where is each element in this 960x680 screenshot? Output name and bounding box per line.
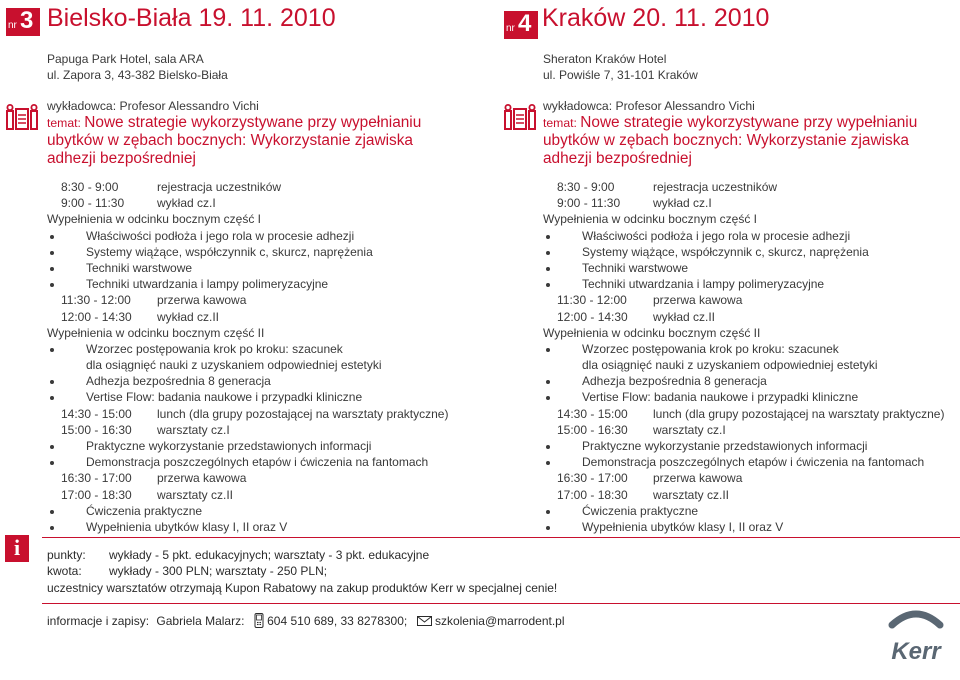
fee-label: kwota: [47, 564, 82, 578]
schedule-time: 8:30 - 9:00 [557, 180, 615, 194]
venue [47, 51, 228, 83]
event-number-badge [6, 8, 40, 36]
bullet-icon [50, 445, 54, 449]
schedule-bullet-item [47, 276, 467, 292]
points-line [47, 547, 429, 563]
bullet-text: Wypełnienia ubytków klasy I, II oraz V [86, 519, 288, 534]
schedule-event: wykład cz.I [157, 196, 216, 211]
schedule-time-row [543, 179, 960, 195]
bullet-icon [546, 396, 550, 400]
envelope-icon [417, 616, 432, 626]
schedule-bullet-item [47, 389, 467, 405]
footer-top-rule [42, 537, 960, 538]
bullet-icon [50, 235, 54, 239]
schedule-time-row [47, 309, 467, 325]
event-number-prefix: nr [8, 20, 17, 31]
schedule-continuation [47, 357, 467, 373]
bullet-icon [50, 348, 54, 352]
bullet-icon [546, 348, 550, 352]
bullet-text: Adhezja bezpośrednia 8 generacja [582, 374, 767, 389]
schedule-bullet-item [543, 373, 960, 389]
schedule-bullet-item [47, 260, 467, 276]
bullet-text: Vertise Flow: badania naukowe i przypadki kliniczne [582, 390, 859, 405]
schedule-time-row [543, 470, 960, 486]
bullet-icon [50, 251, 54, 255]
venue-name: Papuga Park Hotel, sala ARA [47, 52, 204, 66]
venue-name: Sheraton Kraków Hotel [543, 52, 667, 66]
bullet-text: Wzorzec postępowania krok po kroku: szacunek [86, 341, 343, 356]
speaker: wykładowca: Profesor Alessandro Vichi [47, 99, 259, 113]
schedule-time-row [47, 422, 467, 438]
schedule-time-row [47, 179, 467, 195]
bullet-text: Ćwiczenia praktyczne [582, 503, 699, 518]
schedule-time-row [47, 195, 467, 211]
schedule-bullet-item [543, 228, 960, 244]
schedule-bullet-item [543, 260, 960, 276]
schedule [543, 179, 960, 535]
bullet-text: Wzorzec postępowania krok po kroku: szacunek [582, 341, 839, 356]
schedule-time: 17:00 - 18:30 [61, 487, 132, 502]
schedule-time: 12:00 - 14:30 [557, 309, 628, 324]
schedule-section-heading: Wypełnienia w odcinku bocznym część II [47, 325, 265, 340]
bullet-text: Techniki utwardzania i lampy polimeryzacyjne [582, 277, 825, 292]
footer-divider [42, 603, 960, 604]
bullet-icon [50, 267, 54, 271]
schedule-time-row [543, 195, 960, 211]
bullet-text: Adhezja bezpośrednia 8 generacja [86, 374, 271, 389]
event-number: 3 [20, 7, 34, 34]
phone-number: 604 510 689, 33 8278300; [267, 614, 408, 628]
schedule-event: lunch (dla grupy pozostającej na warsztaty praktyczne) [653, 406, 945, 421]
schedule-time: 16:30 - 17:00 [557, 471, 628, 486]
bullet-text: Systemy wiążące, współczynnik c, skurcz, naprężenia [86, 244, 373, 259]
schedule-time-row [543, 487, 960, 503]
schedule-bullet-item [543, 454, 960, 470]
schedule-section-heading: Wypełnienia w odcinku bocznym część I [47, 212, 261, 227]
schedule-time-row [543, 292, 960, 308]
schedule-time-row [47, 406, 467, 422]
footer [0, 533, 960, 680]
schedule-bullet-item [47, 373, 467, 389]
info-icon: i [5, 535, 29, 562]
schedule-bullet-item [47, 438, 467, 454]
contact-line [47, 613, 565, 629]
schedule-bullet-item [47, 454, 467, 470]
schedule-event: wykład cz.II [653, 309, 716, 324]
schedule [47, 179, 467, 535]
bullet-icon [50, 396, 54, 400]
bullet-text: dla osiągnięć nauki z uzyskaniem odpowiedniej estetyki [582, 358, 878, 373]
schedule-time: 11:30 - 12:00 [557, 293, 627, 308]
bullet-icon [546, 526, 550, 530]
schedule-time-row [47, 487, 467, 503]
topic-text: Nowe strategie wykorzystywane przy wypełnianiu ubytków w zębach bocznych: Wykorzystanie zjawiska adhezji bezpośredniej [47, 114, 422, 167]
voucher-line: uczestnicy warsztatów otrzymają Kupon Rabatowy na zakup produktów Kerr w specjalnej cenie! [47, 581, 558, 595]
bullet-text: Techniki warstwowe [86, 260, 193, 275]
schedule-section-heading: Wypełnienia w odcinku bocznym część II [543, 325, 761, 340]
schedule-bullet-item [47, 244, 467, 260]
schedule-event: przerwa kawowa [157, 471, 247, 486]
bullet-icon [50, 510, 54, 514]
bullet-text: Właściwości podłoża i jego rola w procesie adhezji [86, 228, 355, 243]
schedule-section-heading: Wypełnienia w odcinku bocznym część I [543, 212, 757, 227]
speaker-podium-icon [504, 104, 536, 130]
schedule-bullet-item [47, 341, 467, 357]
schedule-time: 15:00 - 16:30 [557, 422, 628, 437]
bullet-text: Ćwiczenia praktyczne [86, 503, 203, 518]
schedule-time: 8:30 - 9:00 [61, 180, 119, 194]
schedule-time: 11:30 - 12:00 [61, 293, 131, 308]
speaker-block [543, 98, 953, 168]
bullet-text: Właściwości podłoża i jego rola w procesie adhezji [582, 228, 851, 243]
bullet-icon [546, 251, 550, 255]
bullet-text: Techniki utwardzania i lampy polimeryzacyjne [86, 277, 329, 292]
schedule-event: rejestracja uczestników [653, 180, 778, 194]
fee-value: wykłady - 300 PLN; warsztaty - 250 PLN; [109, 564, 328, 578]
bullet-text: dla osiągnięć nauki z uzyskaniem odpowiedniej estetyki [86, 358, 382, 373]
topic-label: temat: [543, 116, 581, 130]
bullet-icon [546, 461, 550, 465]
contact-label: informacje i zapisy: [47, 614, 150, 628]
event-number-prefix: nr [506, 23, 515, 34]
topic-label: temat: [47, 116, 85, 130]
schedule-event: warsztaty cz.I [157, 422, 230, 437]
bullet-icon [546, 283, 550, 287]
schedule-event: przerwa kawowa [157, 293, 247, 308]
schedule-bullet-item [47, 228, 467, 244]
points-value: wykłady - 5 pkt. edukacyjnych; warsztaty - 3 pkt. edukacyjne [109, 548, 430, 562]
topic [47, 114, 457, 168]
bullet-text: Vertise Flow: badania naukowe i przypadki kliniczne [86, 390, 363, 405]
schedule-time-row [543, 309, 960, 325]
schedule-event: warsztaty cz.II [653, 487, 730, 502]
bullet-icon [546, 510, 550, 514]
schedule-event: wykład cz.I [653, 196, 712, 211]
bullet-icon [546, 267, 550, 271]
topic-text: Nowe strategie wykorzystywane przy wypełnianiu ubytków w zębach bocznych: Wykorzystanie zjawiska adhezji bezpośredniej [543, 114, 918, 167]
bullet-icon [50, 283, 54, 287]
schedule-bullet-item [543, 244, 960, 260]
kerr-logo-text: Kerr [891, 638, 941, 665]
schedule-bullet-item [543, 276, 960, 292]
schedule-continuation [543, 357, 960, 373]
bullet-text: Wypełnienia ubytków klasy I, II oraz V [582, 519, 784, 534]
speaker-podium-icon [6, 104, 38, 130]
schedule-event: przerwa kawowa [653, 471, 743, 486]
bullet-icon [546, 235, 550, 239]
schedule-event: warsztaty cz.II [157, 487, 234, 502]
schedule-event: wykład cz.II [157, 309, 220, 324]
bullet-icon [50, 526, 54, 530]
schedule-event: warsztaty cz.I [653, 422, 726, 437]
schedule-time: 15:00 - 16:30 [61, 422, 132, 437]
bullet-text: Techniki warstwowe [582, 260, 689, 275]
venue-address: ul. Zapora 3, 43-382 Bielsko-Biała [47, 68, 228, 82]
event-column-bielsko [0, 0, 460, 534]
schedule-time: 14:30 - 15:00 [557, 406, 628, 421]
schedule-time: 17:00 - 18:30 [557, 487, 628, 502]
bullet-text: Praktyczne wykorzystanie przedstawionych informacji [86, 439, 372, 453]
schedule-bullet-item [543, 341, 960, 357]
schedule-time-row [47, 470, 467, 486]
bullet-text: Demonstracja poszczególnych etapów i ćwiczenia na fantomach [582, 455, 925, 470]
email-link[interactable]: szkolenia@marrodent.pl [434, 614, 565, 628]
bullet-icon [546, 380, 550, 384]
schedule-time: 16:30 - 17:00 [61, 471, 132, 486]
schedule-time: 9:00 - 11:30 [61, 196, 125, 211]
speaker: wykładowca: Profesor Alessandro Vichi [543, 99, 755, 113]
bullet-text: Demonstracja poszczególnych etapów i ćwiczenia na fantomach [86, 455, 429, 470]
kerr-logo [874, 609, 958, 673]
schedule-time-row [543, 406, 960, 422]
bullet-icon [546, 445, 550, 449]
phone-icon [254, 613, 264, 628]
fee-line [47, 563, 327, 579]
venue [543, 51, 698, 83]
schedule-time-row [47, 292, 467, 308]
schedule-time: 14:30 - 15:00 [61, 406, 132, 421]
schedule-event: przerwa kawowa [653, 293, 743, 308]
schedule-time-row [543, 422, 960, 438]
schedule-event: rejestracja uczestników [157, 180, 282, 194]
speaker-block [47, 98, 457, 168]
schedule-bullet-item [543, 438, 960, 454]
venue-address: ul. Powiśle 7, 31-101 Kraków [543, 68, 698, 82]
points-label: punkty: [47, 548, 86, 562]
bullet-text: Praktyczne wykorzystanie przedstawionych informacji [582, 439, 868, 453]
schedule-bullet-item [543, 389, 960, 405]
schedule-time: 9:00 - 11:30 [557, 196, 621, 211]
event-title: Bielsko-Biała 19. 11. 2010 [47, 4, 336, 32]
event-number: 4 [518, 10, 532, 37]
bullet-icon [50, 461, 54, 465]
bullet-icon [50, 380, 54, 384]
event-title: Kraków 20. 11. 2010 [542, 4, 770, 32]
event-number-badge [504, 11, 538, 39]
bullet-text: Systemy wiążące, współczynnik c, skurcz, naprężenia [582, 244, 869, 259]
contact-name: Gabriela Malarz: [156, 614, 245, 628]
schedule-event: lunch (dla grupy pozostającej na warsztaty praktyczne) [157, 406, 449, 421]
topic [543, 114, 953, 168]
schedule-time: 12:00 - 14:30 [61, 309, 132, 324]
event-column-krakow [500, 0, 960, 534]
schedule-bullet-item [543, 503, 960, 519]
schedule-bullet-item [47, 503, 467, 519]
